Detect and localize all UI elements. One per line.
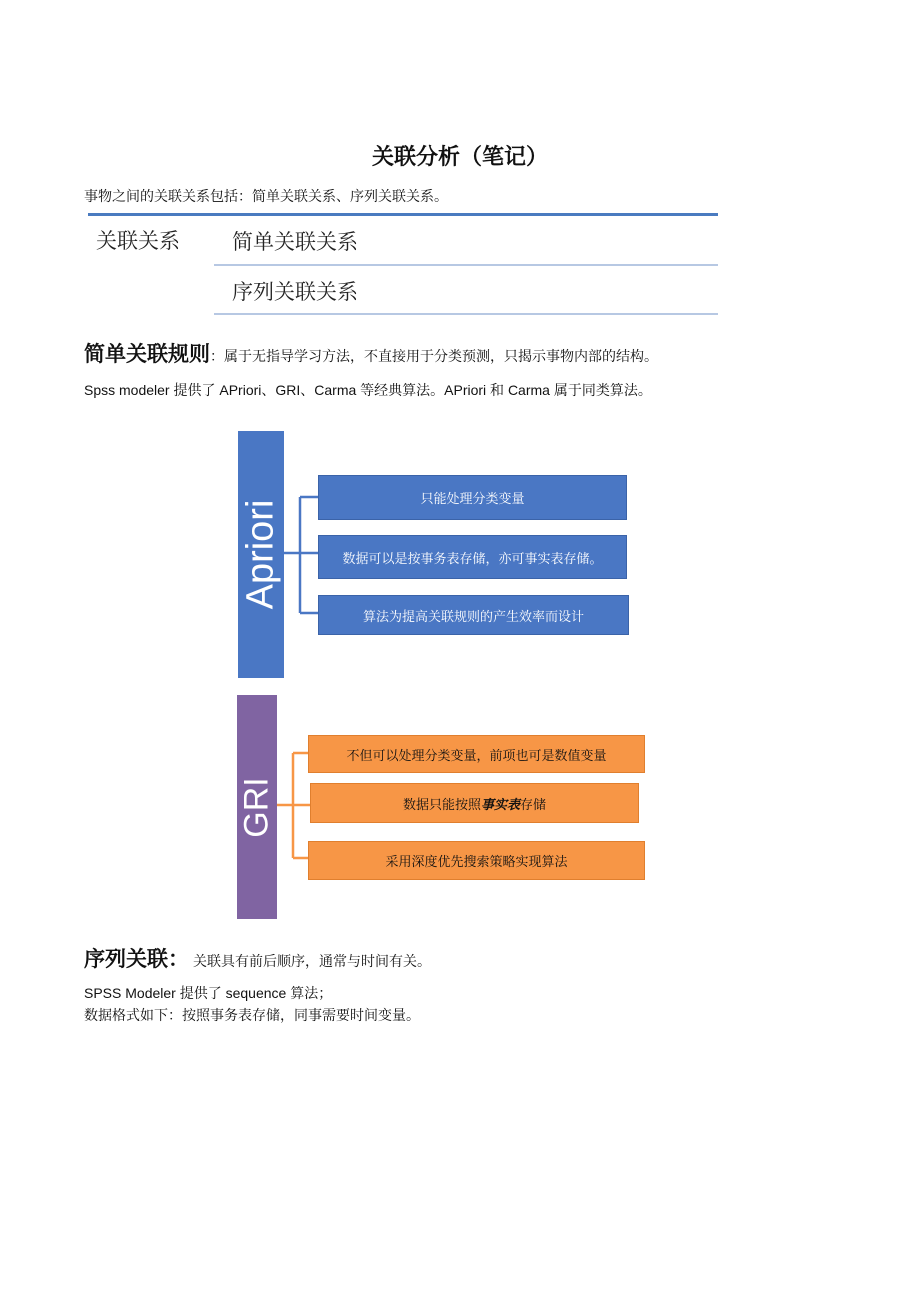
sequence-heading: 序列关联：: [84, 947, 189, 971]
relations-label: 关联关系: [96, 229, 180, 253]
apriori-label: Apriori: [239, 499, 282, 610]
apriori-bracket: [284, 490, 320, 620]
gri-item-2-pre: 数据只能按照: [402, 797, 481, 813]
sequence-paragraph: [84, 943, 431, 973]
apriori-item-3: 算法为提高关联规则的产生效率而设计: [318, 595, 629, 635]
page-title: 关联分析（笔记）: [371, 145, 548, 170]
gri-item-3: 采用深度优先搜索策略实现算法: [308, 841, 645, 880]
gri-bar: [237, 695, 277, 919]
simple-rules-heading: 简单关联规则: [84, 342, 210, 366]
relation-item-sequence: 序列关联关系: [232, 280, 358, 304]
apriori-item-2: 数据可以是按事务表存储，亦可事实表存储。: [318, 535, 627, 579]
simple-rules-text: 属于无指导学习方法，不直接用于分类预测，只揭示事物内部的结构。: [224, 349, 658, 365]
intro-text: 事物之间的关联关系包括：简单关联关系、序列关联关系。: [84, 189, 448, 205]
relation-item-simple: 简单关联关系: [232, 230, 358, 254]
simple-rules-paragraph: [84, 338, 658, 368]
apriori-bar: [238, 431, 284, 678]
relations-divider: [214, 313, 718, 315]
sequence-note-1: SPSS Modeler 提供了 sequence 算法；: [84, 985, 333, 1001]
apriori-item-1: 只能处理分类变量: [318, 475, 627, 520]
algorithms-note: Spss modeler 提供了 APriori、GRI、Carma 等经典算法。APriori 和 Carma 属于同类算法。: [84, 382, 652, 398]
sequence-text: 关联具有前后顺序，通常与时间有关。: [193, 954, 431, 970]
relations-top-divider: [88, 213, 718, 216]
gri-item-2-emphasis: 事实表: [480, 797, 520, 813]
gri-item-1: 不但可以处理分类变量，前项也可是数值变量: [308, 735, 645, 773]
gri-item-2-post: 存储: [520, 797, 547, 813]
gri-item-2: [310, 783, 639, 823]
gri-label: GRI: [237, 776, 276, 838]
simple-rules-separator: ：: [210, 349, 224, 365]
sequence-note-2: 数据格式如下：按照事务表存储，同事需要时间变量。: [84, 1008, 420, 1024]
relations-divider: [214, 264, 718, 266]
